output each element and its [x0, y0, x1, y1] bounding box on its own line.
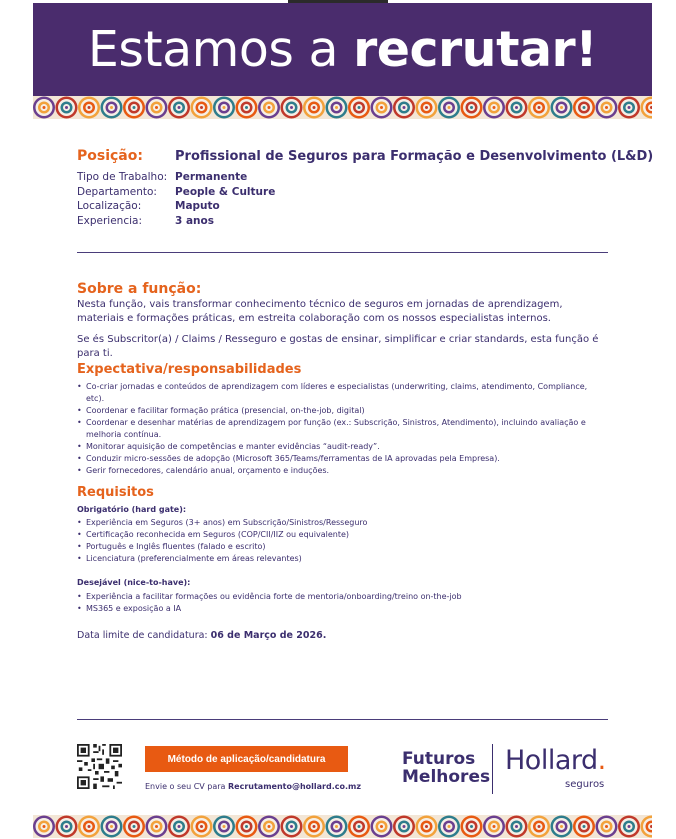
- info-key: Experiencia:: [77, 214, 142, 227]
- info-key: Localização:: [77, 200, 142, 212]
- responsibilities-list: [77, 381, 606, 477]
- mandatory-list: [77, 517, 606, 565]
- footer-divider: [77, 719, 608, 720]
- list-item: • Coordenar e facilitar formação prática (presencial, on-the-job, digital): [77, 405, 606, 417]
- list-item: • Licenciatura (preferencialmente em áreas relevantes): [77, 553, 606, 565]
- list-item: • Coordenar e desenhar matérias de aprendizagem por função (ex.: Subscrição, Sinistros, Atendimento), incluindo avaliação e melhoria contínua.: [77, 417, 606, 441]
- list-item: • MS365 e exposição a IA: [77, 603, 606, 615]
- banner-title: [88, 21, 597, 78]
- list-item: • Experiência a facilitar formações ou evidência forte de mentoria/onboarding/treino on-the-job: [77, 591, 606, 603]
- desirable-title: Desejável (nice-to-have):: [77, 578, 191, 587]
- info-row: [77, 199, 275, 214]
- list-item: • Conduzir micro-sessões de adopção (Microsoft 365/Teams/ferramentas de IA aprovadas pela Empresa).: [77, 453, 606, 465]
- futuros-line-2: Melhores: [402, 767, 491, 787]
- futuros-line-1: Futuros: [402, 749, 476, 769]
- application-method-button[interactable]: Método de aplicação/candidatura: [145, 746, 348, 772]
- application-deadline: [77, 630, 326, 641]
- mandatory-title: Obrigatório (hard gate):: [77, 505, 187, 514]
- info-value: 3 anos: [175, 214, 214, 227]
- banner-title-light: Estamos a: [87, 21, 354, 78]
- futuros-melhores-logo: [402, 750, 490, 786]
- position-label: Posição:: [77, 148, 143, 164]
- requirements-title: Requisitos: [77, 485, 154, 500]
- job-info-list: [77, 170, 275, 228]
- deadline-date: 06 de Março de 2026.: [210, 630, 327, 641]
- list-item: • Experiência em Seguros (3+ anos) em Subscrição/Sinistros/Resseguro: [77, 517, 606, 529]
- decorative-pattern-top: [33, 96, 652, 119]
- hollard-dot: .: [597, 745, 606, 776]
- hollard-wordmark: Hollard: [505, 745, 598, 776]
- info-row: [77, 214, 275, 229]
- desirable-list: [77, 591, 606, 615]
- list-item: • Certificação reconhecida em Seguros (COP/CII/IIZ ou equivalente): [77, 529, 606, 541]
- cv-email-link[interactable]: Recrutamento@hollard.co.mz: [228, 782, 362, 791]
- about-paragraph-1: Nesta função, vais transformar conhecimento técnico de seguros em jornadas de aprendizagem, materiais e formações práticas, em estreita colaboração com os nossos especialistas internos.: [77, 299, 563, 324]
- about-paragraph-2: Se és Subscritor(a) / Claims / Resseguro e gostas de ensinar, simplificar e criar standards, esta função é para ti.: [77, 334, 599, 359]
- info-key: Tipo de Trabalho:: [77, 171, 168, 183]
- info-value: Permanente: [175, 171, 248, 183]
- list-item: • Português e Inglês fluentes (falado e escrito): [77, 541, 606, 553]
- info-key: Departamento:: [77, 185, 157, 198]
- list-item: • Monitorar aquisição de competências e manter evidências “audit-ready”.: [77, 441, 606, 453]
- info-row: [77, 185, 275, 200]
- logo-divider: [492, 744, 493, 794]
- decorative-pattern-bottom: [33, 815, 652, 838]
- deadline-label: Data limite de candidatura:: [77, 630, 211, 641]
- about-title: Sobre a função:: [77, 281, 202, 297]
- cv-instructions: [145, 782, 361, 791]
- hollard-seguros-label: seguros: [565, 779, 605, 790]
- list-item: • Co-criar jornadas e conteúdos de aprendizagem com líderes e especialistas (underwriting, claims, atendimento, Compliance, etc).: [77, 381, 606, 405]
- header-banner: [33, 3, 652, 96]
- info-value: Maputo: [175, 200, 220, 212]
- info-row: [77, 170, 275, 185]
- banner-title-bold: recrutar!: [353, 21, 598, 78]
- section-divider: [77, 252, 608, 253]
- cv-prefix: Envie o seu CV para: [145, 782, 229, 791]
- info-value: People & Culture: [175, 185, 276, 198]
- qr-code-icon[interactable]: [77, 744, 122, 789]
- list-item: • Gerir fornecedores, calendário anual, orçamento e induções.: [77, 465, 606, 477]
- position-value: Profissional de Seguros para Formação e Desenvolvimento (L&D): [175, 149, 654, 164]
- responsibilities-title: Expectativa/responsabilidades: [77, 362, 302, 377]
- hollard-logo: [505, 745, 606, 776]
